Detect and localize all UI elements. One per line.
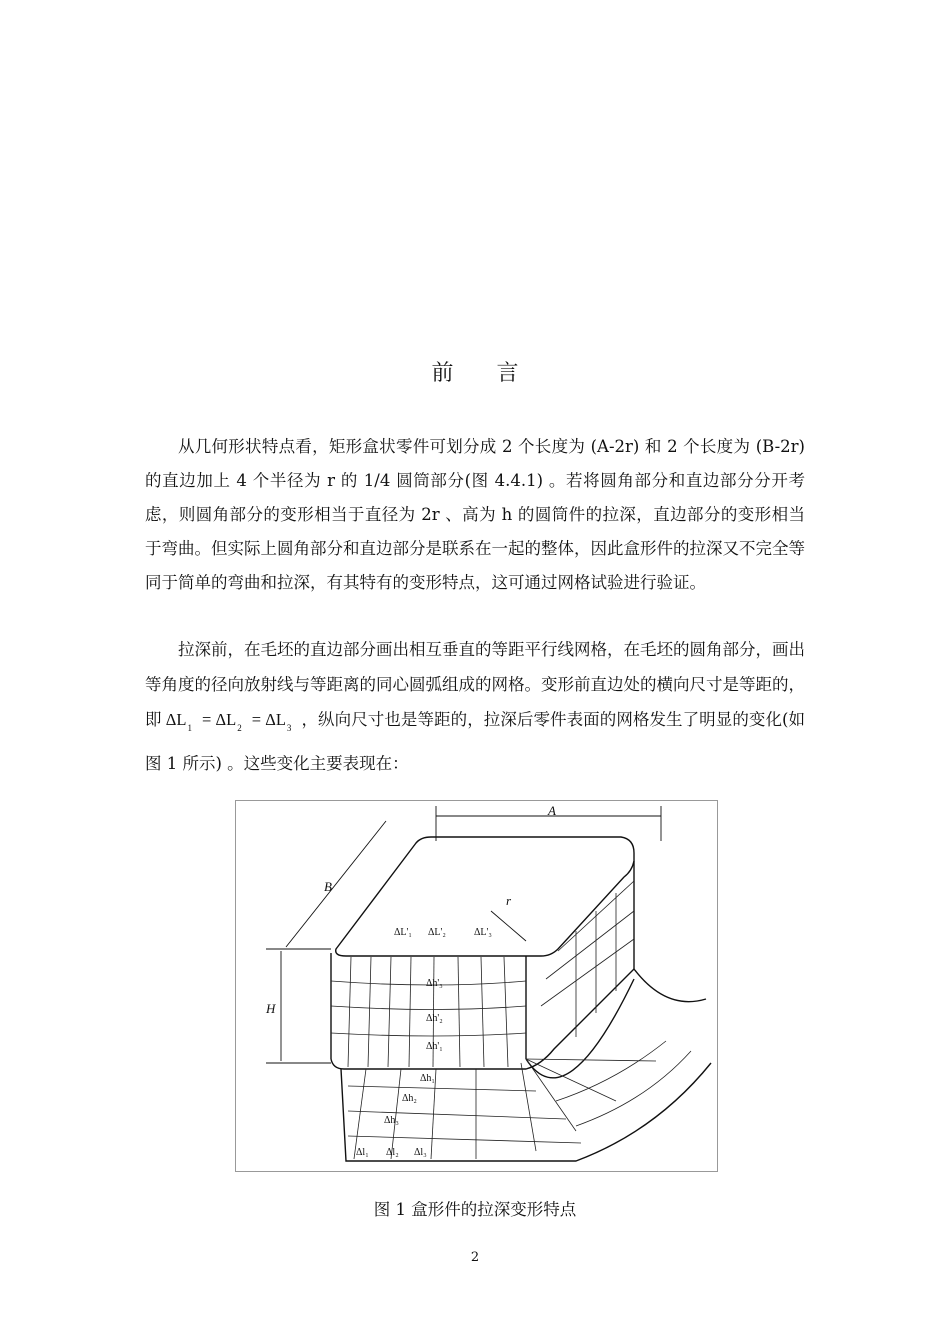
top-label-2: ΔL'₂ — [428, 927, 446, 938]
paragraph-2-text-after: ，纵向尺寸也是等距的，拉深后零件表面的网格发生了明显的变化(如图 1 所示) 。这些变化主要表现在： — [145, 710, 806, 773]
paragraph-1: 从几何形状特点看，矩形盒状零件可划分成 2 个长度为 (A-2r) 和 2 个长度为 (B-2r) 的直边加上 4 个半径为 r 的 1/4 圆筒部分(图 4.4.1) 。若将圆角部分和直边部分分开考虑，则圆角部分的变形相当于直径为 2r 、高为 h 的圆筒件的拉深，直边部分的变形相当于弯曲。但实际上圆角部分和直边部分是联系在一起的整体，因此盒形件的拉深又不完全等同于简单的弯曲和拉深，有其特有的变形特点，这可通过网格试验进行验证。 — [145, 437, 805, 592]
dimension-label-h: H — [266, 1001, 276, 1016]
dimension-label-b: B — [324, 879, 332, 894]
radius-label-r: r — [506, 893, 512, 908]
side-label-2: Δh'₂ — [426, 1013, 443, 1024]
box-deformation-diagram — [236, 801, 717, 1171]
equation: $\Delta L_1 = \Delta L_2 = \Delta L_3$ — [165, 710, 292, 733]
bottom-label-3: Δl₃ — [414, 1147, 427, 1158]
paragraph-2 — [145, 632, 805, 781]
page-title: 前 言 — [431, 361, 537, 386]
bottom-label-1: Δl₁ — [356, 1147, 369, 1158]
figure-box-drawing — [235, 800, 718, 1172]
top-label-1: ΔL'₁ — [394, 927, 412, 938]
top-label-3: ΔL'₃ — [474, 927, 492, 938]
paragraph-2-text-before: 拉深前，在毛坯的直边部分画出相互垂直的等距平行线网格，在毛坯的圆角部分，画出等角度的径向放射线与等距离的同心圆弧组成的网格。变形前直边处的横向尺寸是等距的，即 — [145, 640, 805, 729]
bottom-label-2: Δl₂ — [386, 1147, 399, 1158]
lower-label-3: Δh₃ — [384, 1115, 399, 1126]
lower-label-2: Δh₂ — [402, 1093, 417, 1104]
figure-caption: 图 1 盒形件的拉深变形特点 — [373, 1200, 577, 1219]
page-number: 2 — [470, 1250, 480, 1265]
dimension-label-a: A — [548, 803, 556, 818]
side-label-3: Δh'₃ — [426, 978, 443, 989]
lower-label-1: Δh₁ — [420, 1073, 435, 1084]
side-label-1: Δh'₁ — [426, 1041, 443, 1052]
